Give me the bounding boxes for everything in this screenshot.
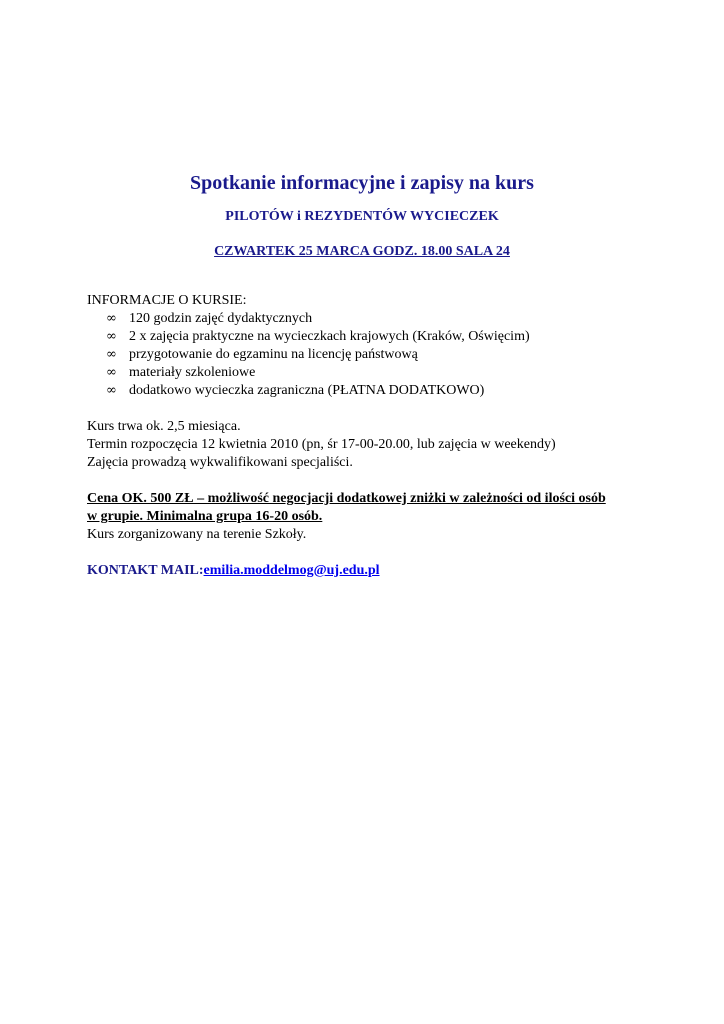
infinity-bullet-icon: ∞ (106, 365, 117, 380)
course-duration: Kurs trwa ok. 2,5 miesiąca. (87, 419, 241, 434)
contact-label: KONTAKT MAIL: (87, 563, 204, 578)
infinity-bullet-icon: ∞ (106, 329, 117, 344)
list-item (87, 328, 647, 346)
course-info-list (87, 310, 647, 400)
document-body (87, 292, 647, 580)
list-item (87, 382, 647, 400)
price-line-2: w grupie. Minimalna grupa 16-20 osób. (87, 509, 323, 524)
infinity-bullet-icon: ∞ (106, 383, 117, 398)
spacer (87, 472, 647, 490)
contact-line (87, 562, 647, 580)
list-item-text: materiały szkoleniowe (129, 365, 256, 380)
course-subtitle: PILOTÓW i REZYDENTÓW WYCIECZEK (225, 209, 499, 224)
list-item-text: dodatkowo wycieczka zagraniczna (PŁATNA DODATKOWO) (129, 383, 485, 398)
course-location: Kurs zorganizowany na terenie Szkoły. (87, 527, 307, 542)
meeting-datetime: CZWARTEK 25 MARCA GODZ. 18.00 SALA 24 (214, 244, 510, 259)
contact-email-link[interactable]: emilia.moddelmog@uj.edu.pl (203, 563, 380, 578)
page-title: Spotkanie informacyjne i zapisy na kurs (190, 172, 534, 194)
price-line-1: Cena OK. 500 ZŁ – możliwość negocjacji dodatkowej zniżki w zależności od ilości osób (87, 491, 606, 506)
list-item-text: przygotowanie do egzaminu na licencję państwową (129, 347, 418, 362)
infinity-bullet-icon: ∞ (106, 347, 117, 362)
list-item-text: 120 godzin zajęć dydaktycznych (129, 311, 313, 326)
list-item-text: 2 x zajęcia praktyczne na wycieczkach krajowych (Kraków, Oświęcim) (129, 329, 530, 344)
course-details (87, 418, 647, 472)
infinity-bullet-icon: ∞ (106, 311, 117, 326)
list-item (87, 346, 647, 364)
list-item (87, 364, 647, 382)
info-heading: INFORMACJE O KURSIE: (87, 293, 247, 308)
course-start-date: Termin rozpoczęcia 12 kwietnia 2010 (pn, śr 17-00-20.00, lub zajęcia w weekendy) (87, 437, 556, 452)
spacer (87, 400, 647, 418)
course-instructors: Zajęcia prowadzą wykwalifikowani specjaliści. (87, 455, 353, 470)
price-section (87, 490, 647, 544)
spacer (87, 544, 647, 562)
list-item (87, 310, 647, 328)
